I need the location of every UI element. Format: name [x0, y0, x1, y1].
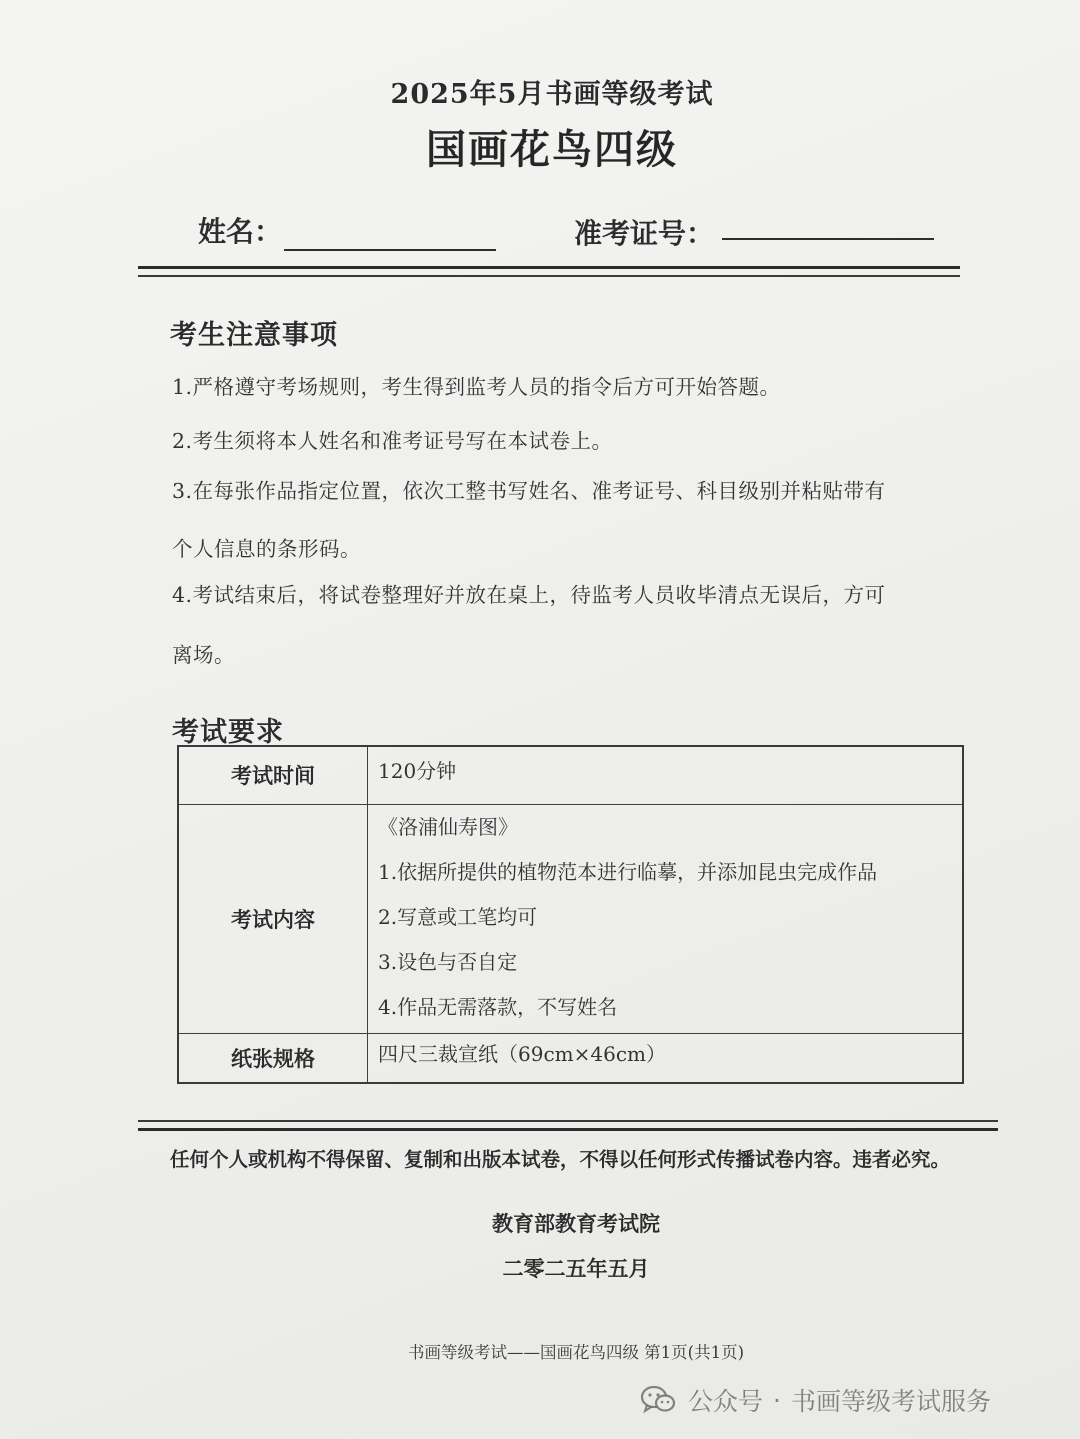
time-value: 120分钟: [368, 746, 964, 804]
name-label: 姓名：: [198, 215, 283, 248]
exam-name: 2025年5月书画等级考试: [390, 79, 714, 110]
notes-line-1: 1.严格遵守考场规则，考生得到监考人员的指令后方可开始答题。: [172, 375, 781, 399]
content-label: 考试内容: [178, 804, 368, 1033]
issuer: 教育部教育考试院: [492, 1211, 660, 1236]
table-row-content: [178, 804, 963, 1033]
notes-line-3-cont: 个人信息的条形码。: [172, 537, 361, 561]
name-blank-line: [284, 249, 496, 251]
notes-heading: 考生注意事项: [170, 320, 338, 351]
content-item-1: 1.依据所提供的植物范本进行临摹，并添加昆虫完成作品: [378, 859, 878, 884]
header-divider: [138, 266, 960, 280]
footer-divider: [138, 1120, 998, 1134]
watermark-separator: ·: [773, 1385, 781, 1415]
wechat-icon: [640, 1385, 676, 1415]
time-label: 考试时间: [178, 746, 368, 804]
notes-line-4-cont: 离场。: [172, 643, 235, 667]
paper-value: 四尺三裁宣纸（69cm×46cm）: [368, 1033, 964, 1083]
notes-line-4: 4.考试结束后，将试卷整理好并放在桌上，待监考人员收毕清点无误后，方可: [172, 583, 886, 607]
copyright-notice: 任何个人或机构不得保留、复制和出版本试卷，不得以任何形式传播试卷内容。违者必究。: [169, 1148, 950, 1171]
content-artwork-title: 《洛浦仙寿图》: [378, 814, 518, 839]
notes-line-3: 3.在每张作品指定位置，依次工整书写姓名、准考证号、科目级别并粘贴带有: [172, 479, 886, 503]
subject-title: 国画花鸟四级: [426, 126, 678, 173]
requirements-heading: 考试要求: [172, 717, 284, 748]
watermark-account: 书画等级考试服务: [790, 1387, 991, 1416]
content-value: [368, 804, 964, 1033]
paper-label: 纸张规格: [178, 1033, 368, 1083]
page-footer: 书画等级考试——国画花鸟四级 第1页(共1页): [407, 1343, 745, 1362]
table-row-paper: [178, 1033, 963, 1083]
ticket-number-label: 准考证号：: [574, 217, 715, 250]
table-row-time: [178, 746, 963, 804]
content-item-3: 3.设色与否自定: [378, 949, 518, 974]
watermark-prefix: 公众号: [688, 1387, 764, 1416]
requirements-table: [177, 745, 964, 1084]
content-item-2: 2.写意或工笔均可: [378, 904, 538, 929]
issue-date: 二零二五年五月: [502, 1256, 650, 1281]
watermark: [640, 1380, 991, 1420]
content-item-4: 4.作品无需落款，不写姓名: [378, 994, 618, 1019]
notes-line-2: 2.考生须将本人姓名和准考证号写在本试卷上。: [172, 429, 613, 453]
ticket-number-blank-line: [722, 238, 934, 240]
